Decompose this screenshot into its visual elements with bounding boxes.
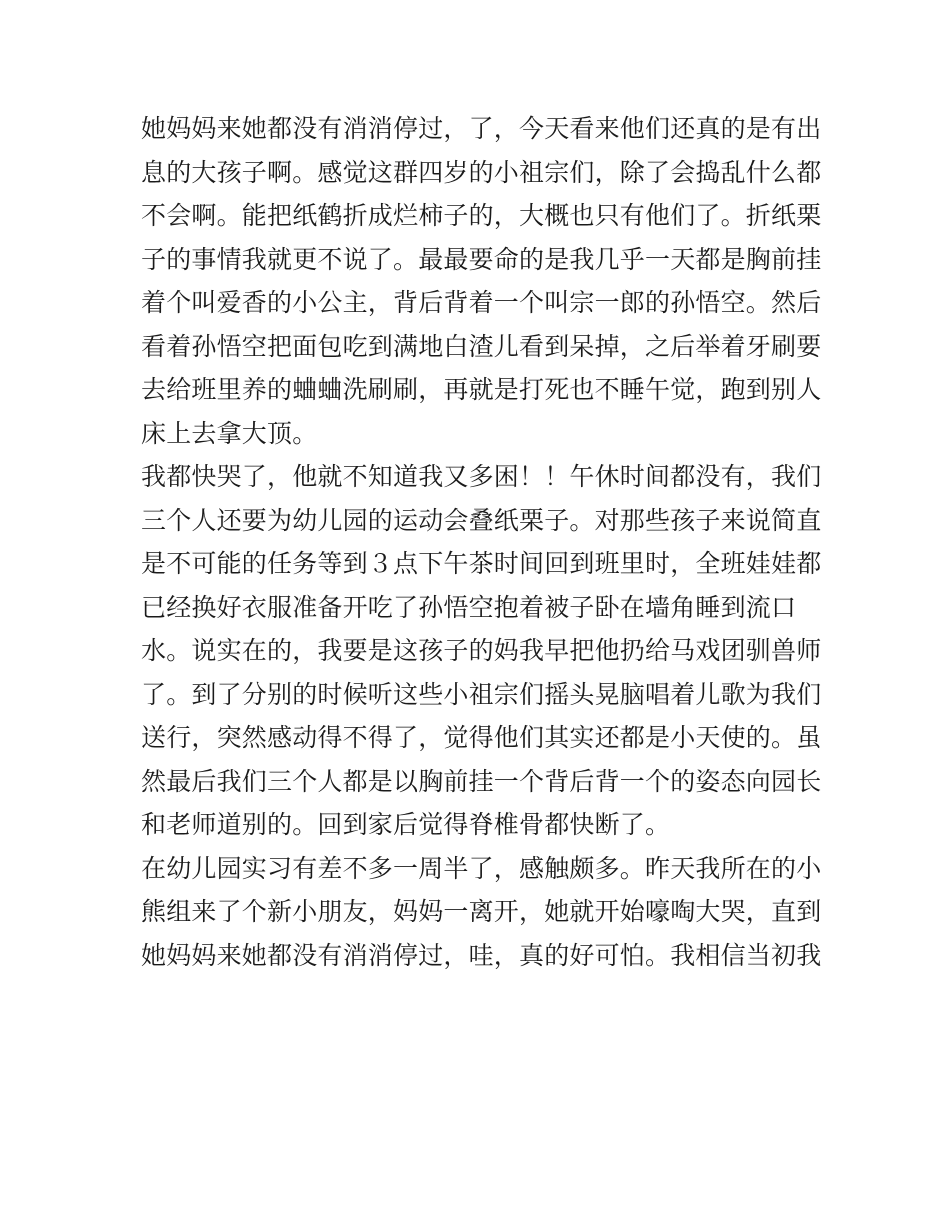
text-line: 已经换好衣服准备开吃了孙悟空抱着被子卧在墙角睡到流口	[141, 592, 797, 622]
text-line: 我都快哭了，他就不知道我又多困！！午休时间都没有，我们	[141, 462, 822, 491]
text-line: 息的大孩子啊。感觉这群四岁的小祖宗们，除了会捣乱什么都	[141, 157, 822, 187]
text-line: 她妈妈来她都没有消消停过，哇，真的好可怕。我相信当初我	[141, 940, 822, 970]
text-line: 水。说实在的，我要是这孩子的妈我早把他扔给马戏团驯兽师	[141, 636, 822, 665]
text-line: 看着孙悟空把面包吃到满地白渣儿看到呆掉，之后举着牙刷要	[141, 331, 822, 361]
text-line: 着个叫爱香的小公主，背后背着一个叫宗一郎的孙悟空。然后	[141, 288, 822, 317]
text-line: 在幼儿园实习有差不多一周半了，感触颇多。昨天我所在的小	[141, 853, 822, 883]
text-line: 然最后我们三个人都是以胸前挂一个背后背一个的姿态向园长	[141, 766, 822, 796]
text-line: 床上去拿大顶。	[141, 418, 318, 448]
text-line: 去给班里养的蛐蛐洗刷刷，再就是打死也不睡午觉，跑到别人	[141, 375, 822, 404]
text-line: 了。到了分别的时候听这些小祖宗们摇头晃脑唱着儿歌为我们	[141, 679, 822, 709]
text-line: 她妈妈来她都没有消消停过，了，今天看来他们还真的是有出	[141, 114, 822, 143]
body-text	[141, 107, 821, 977]
text-line: 熊组来了个新小朋友，妈妈一离开，她就开始嚎啕大哭，直到	[141, 897, 822, 926]
text-line: 子的事情我就更不说了。最最要命的是我几乎一天都是胸前挂	[141, 244, 822, 274]
text-line: 和老师道别的。回到家后觉得脊椎骨都快断了。	[141, 810, 671, 839]
text-line: 三个人还要为幼儿园的运动会叠纸栗子。对那些孩子来说简直	[141, 505, 822, 535]
text-line: 是不可能的任务等到３点下午茶时间回到班里时，全班娃娃都	[141, 549, 822, 578]
text-line: 不会啊。能把纸鹤折成烂柿子的，大概也只有他们了。折纸栗	[141, 201, 822, 230]
text-line: 送行，突然感动得不得了，觉得他们其实还都是小天使的。虽	[141, 723, 822, 752]
